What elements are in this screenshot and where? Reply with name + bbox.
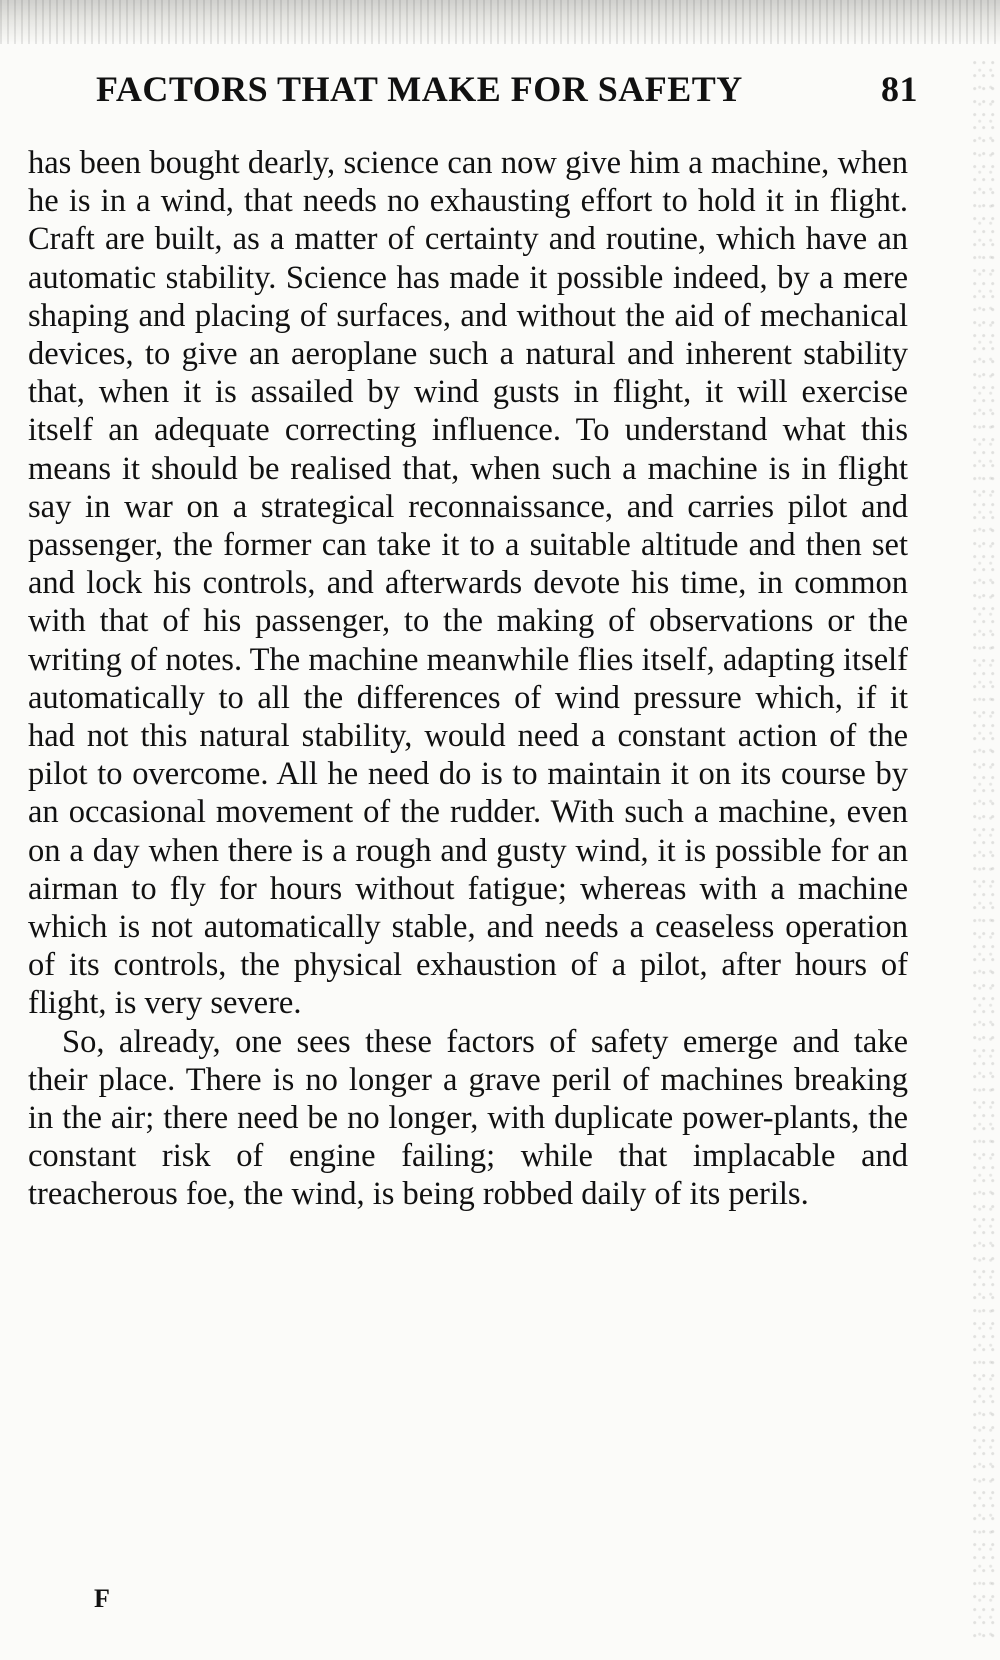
- body-text: [28, 144, 908, 1214]
- running-header: [96, 68, 918, 128]
- paragraph-2: So, already, one sees these factors of safety emerge and take their place. There is no longer a grave peril of machines breaking in the air; there need be no longer, with duplicate power-plants, the constant risk of engine failing; while that implacable and treacherous foe, the wind, is being robbed daily of its perils.: [28, 1023, 908, 1213]
- scan-right-speckle: [972, 60, 1000, 1640]
- scan-top-edge: [0, 0, 1000, 44]
- signature-mark: F: [94, 1584, 110, 1613]
- page-number: 81: [881, 69, 918, 109]
- running-title: FACTORS THAT MAKE FOR SAFETY: [96, 69, 743, 109]
- paragraph-1: has been bought dearly, science can now give him a machine, when he is in a wind, that needs no exhausting effort to hold it in flight. Craft are built, as a matter of certainty and routine, which have an automatic stability. Science has made it possible indeed, by a mere shaping and placing of surfaces, and without the aid of mechanical devices, to give an aeroplane such a natural and inherent stability that, when it is assailed by wind gusts in flight, it will exercise itself an adequate correcting influence. To understand what this means it should be realised that, when such a machine is in flight say in war on a strategical reconnaissance, and carries pilot and passenger, the former can take it to a suitable altitude and then set and lock his controls, and afterwards devote his time, in common with that of his passenger, to the making of observations or the writing of notes. The machine meanwhile flies itself, adapting itself automatically to all the differences of wind pressure which, if it had not this natural stability, would need a constant action of the pilot to overcome. All he need do is to maintain it on its course by an occasional movement of the rudder. With such a machine, even on a day when there is a rough and gusty wind, it is possible for an airman to fly for hours without fatigue; whereas with a machine which is not automatically stable, and needs a ceaseless operation of its controls, the physical exhaustion of a pilot, after hours of flight, is very severe.: [28, 145, 908, 1022]
